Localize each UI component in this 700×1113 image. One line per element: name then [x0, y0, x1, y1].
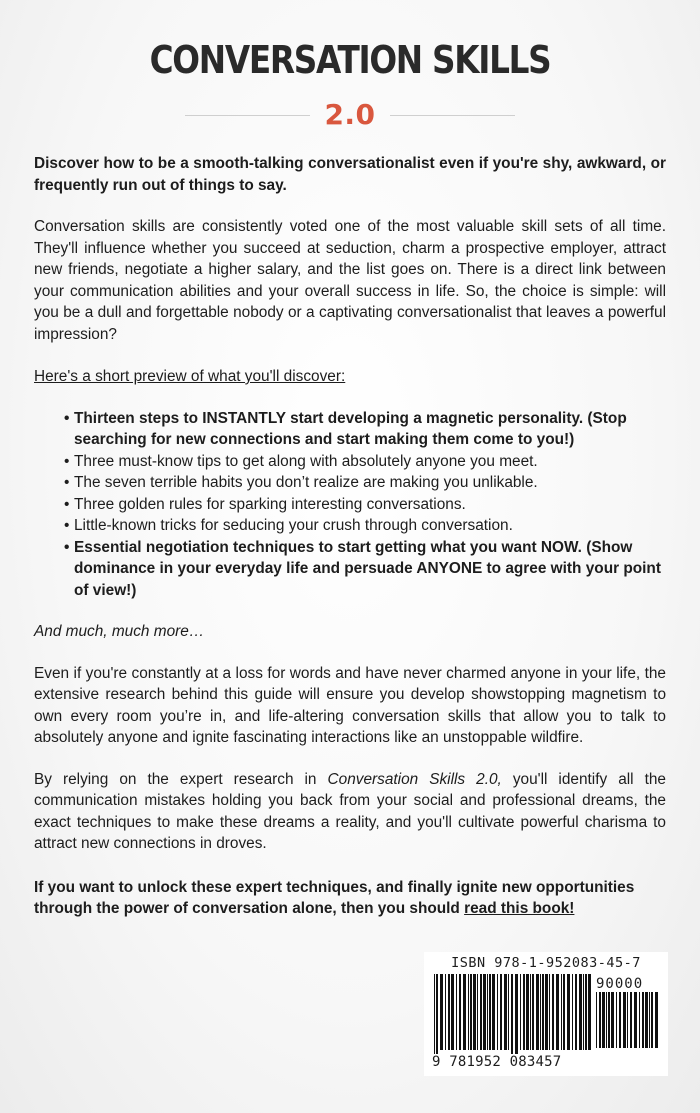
and-more-text: And much, much more…: [34, 623, 205, 640]
isbn-barcode: [424, 952, 668, 1076]
closing-paragraph: [34, 877, 666, 920]
list-item-text: Three must-know tips to get along with absolutely anyone you meet.: [74, 452, 538, 470]
intro-paragraph: Conversation skills are consistently voted one of the most valuable skill sets of all time. They'll influence whether you succeed at seduction, charm a prospective employer, attract new friends, negotiate a higher salary, and the list goes on. There is a direct link between your communication abilities and your overall success in life. So, the choice is simple: will you be a dull and forgettable nobody or a captivating conversationalist that leaves a powerful impression?: [34, 218, 666, 343]
bullet-icon: •: [64, 495, 70, 513]
rely-text-start: By relying on the expert research in: [34, 770, 328, 788]
list-item: [64, 494, 664, 516]
closing-text: If you want to unlock these expert techniques, and finally ignite new opportunities through the power of conversation alone, then you should: [34, 878, 635, 917]
list-item-text: Thirteen steps to INSTANTLY start developing a magnetic personality. (Stop searching for new connections and start making them come to you!): [74, 409, 627, 448]
list-item: [64, 451, 664, 473]
list-item-text: Little-known tricks for seducing your crush through conversation.: [74, 517, 513, 534]
bullet-icon: •: [64, 538, 70, 556]
list-item: [64, 472, 664, 494]
rely-book-title: Conversation Skills 2.0,: [327, 770, 502, 788]
addon-barcode-bars: [596, 992, 658, 1054]
subtitle-row: [0, 98, 700, 132]
bullet-icon: •: [64, 474, 70, 491]
bullet-icon: •: [64, 452, 70, 470]
barcode-bars: [434, 974, 592, 1056]
feature-list: [64, 408, 664, 602]
subtitle-rule-right: [390, 115, 515, 116]
lead-paragraph: Discover how to be a smooth-talking conversationalist even if you're shy, awkward, or frequently run out of things to say.: [34, 155, 666, 194]
list-item-text: Three golden rules for sparking interesting conversations.: [74, 495, 466, 513]
book-subtitle: 2.0: [324, 98, 376, 131]
preview-heading: Here's a short preview of what you'll discover:: [34, 368, 346, 385]
read-this-book-text: read this book!: [464, 900, 575, 917]
bullet-icon: •: [64, 517, 70, 534]
rely-paragraph: [34, 769, 666, 855]
even-paragraph: Even if you're constantly at a loss for words and have never charmed anyone in your life, the extensive research behind this guide will ensure you develop showstopping magnetism to own every room you’re in, and life-altering conversation skills that allow you to talk to absolutely anyone and ignite fascinating interactions like an unstoppable wildfire.: [34, 664, 666, 746]
isbn-label: ISBN 978-1-952083-45-7: [451, 955, 641, 971]
list-item: [64, 537, 664, 602]
price-code: 90000: [596, 976, 644, 992]
rely-text-end: you'll identify all the communication mistakes holding you back from your social and professional dreams, the exact techniques to make these dreams a reality, and you'll cultivate powerful charisma to attract new connections in droves.: [34, 770, 666, 852]
blurb: [34, 153, 666, 920]
bullet-icon: •: [64, 409, 70, 427]
book-title: CONVERSATION SKILLS: [149, 38, 551, 82]
list-item: [64, 515, 664, 537]
list-item: [64, 408, 664, 451]
list-item-text: Essential negotiation techniques to start getting what you want NOW. (Show dominance in your everyday life and persuade ANYONE to agree with your point of view!): [74, 538, 661, 599]
barcode-digits: 9 781952 083457: [432, 1054, 562, 1070]
list-item-text: The seven terrible habits you don’t realize are making you unlikable.: [74, 474, 538, 491]
